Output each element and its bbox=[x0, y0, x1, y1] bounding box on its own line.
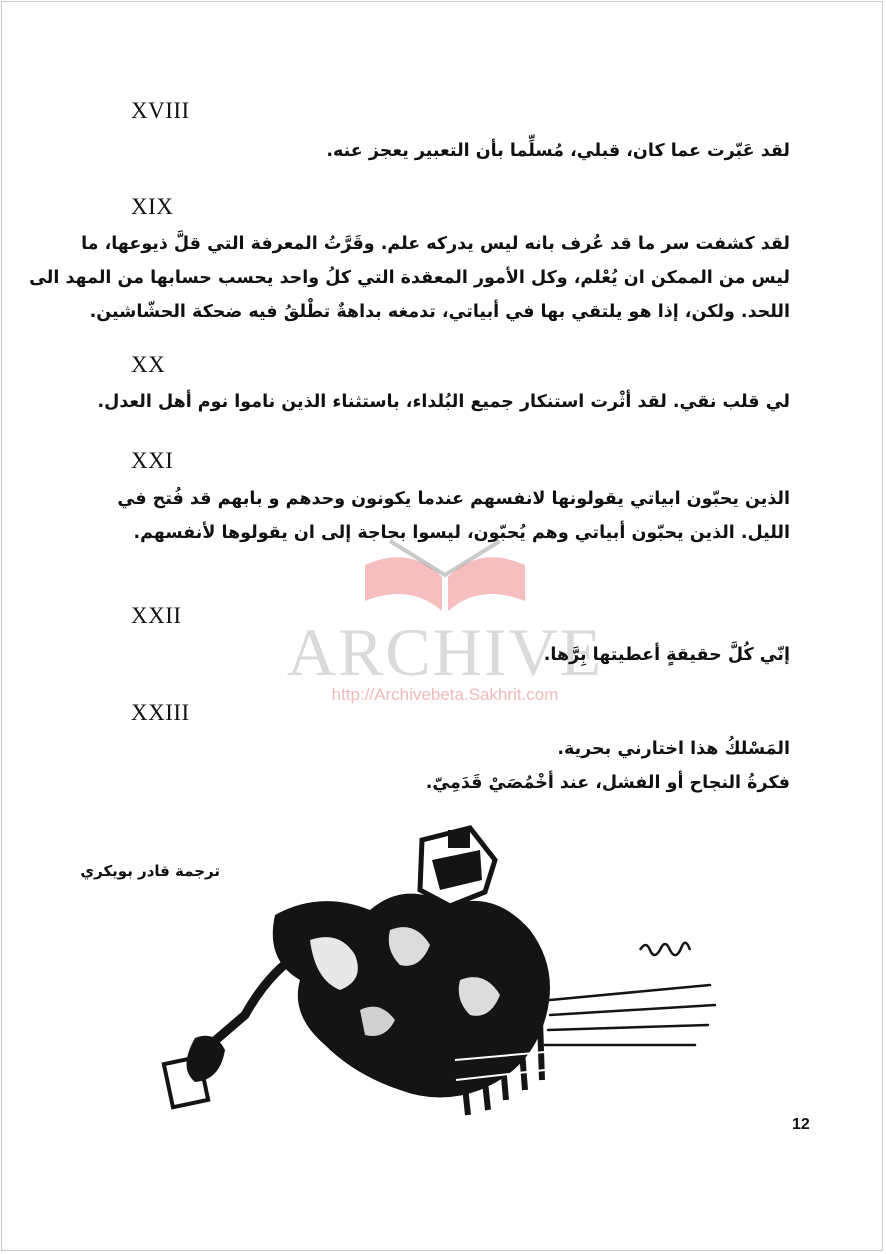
verse-paragraph bbox=[90, 134, 790, 168]
verse-line: المَسْلكُ هذا اختارني بحرية. bbox=[557, 739, 790, 759]
verse-line: لقد عَبّرت عما كان، قبلي، مُسلِّما بأن التعبير يعجز عنه. bbox=[326, 141, 790, 161]
ink-drawing-illustration bbox=[150, 820, 730, 1120]
verse-paragraph bbox=[90, 638, 790, 672]
verse-line: لقد كشفت سر ما قد عُرف بانه ليس يدركه علم. وقَرَّتُ المعرفة التي قلَّ ذيوعها، ما bbox=[81, 234, 790, 254]
verse-line: اللحد. ولكن، إذا هو يلتقي بها في أبياتي، تدمغه بداهةٌ تطْلقُ فيه ضحكة الحشّاشين. bbox=[89, 302, 790, 322]
section-numeral: XVIII bbox=[131, 98, 190, 123]
verse-paragraph bbox=[90, 482, 790, 550]
section-numeral: XXII bbox=[131, 603, 182, 628]
verse-line: ليس من الممكن ان يُعْلم، وكل الأمور المعقدة التي كلُ واحد يحسب حسابها من المهد الى bbox=[29, 268, 790, 288]
verse-paragraph bbox=[90, 385, 790, 419]
translator-credit: ترجمة قادر بويكري bbox=[80, 862, 220, 880]
verse-paragraph bbox=[90, 732, 790, 800]
verse-line: إنّي كُلَّ حقيقةٍ أعطيتها بِرَّها. bbox=[543, 645, 790, 665]
section-numeral: XXIII bbox=[131, 700, 190, 725]
verse-line: الليل. الذين يحبّون أبياتي وهم يُحبّون، ليسوا بحاجة إلى ان يقولوها لأنفسهم. bbox=[133, 523, 790, 543]
watermark-text: ARCHIVE bbox=[286, 614, 604, 690]
verse-line: فكرةُ النجاح أو الفشل، عند أخْمُصَيْ قَدَمِيّ. bbox=[425, 773, 790, 793]
section-numeral: XIX bbox=[131, 194, 174, 219]
verse-paragraph bbox=[29, 227, 790, 329]
section-numeral: XX bbox=[131, 352, 166, 377]
section-numeral: XXI bbox=[131, 448, 174, 473]
page-number: 12 bbox=[792, 1116, 810, 1133]
verse-line: الذين يحبّون ابياتي يقولونها لانفسهم عندما يكونون وحدهم و بابهم قد فُتح في bbox=[117, 489, 790, 509]
verse-line: لي قلب نقي. لقد أثْرت استنكار جميع البُلداء، باستثناء الذين ناموا نوم أهل العدل. bbox=[97, 392, 790, 412]
watermark-url: http://Archivebeta.Sakhrit.com bbox=[331, 685, 559, 704]
